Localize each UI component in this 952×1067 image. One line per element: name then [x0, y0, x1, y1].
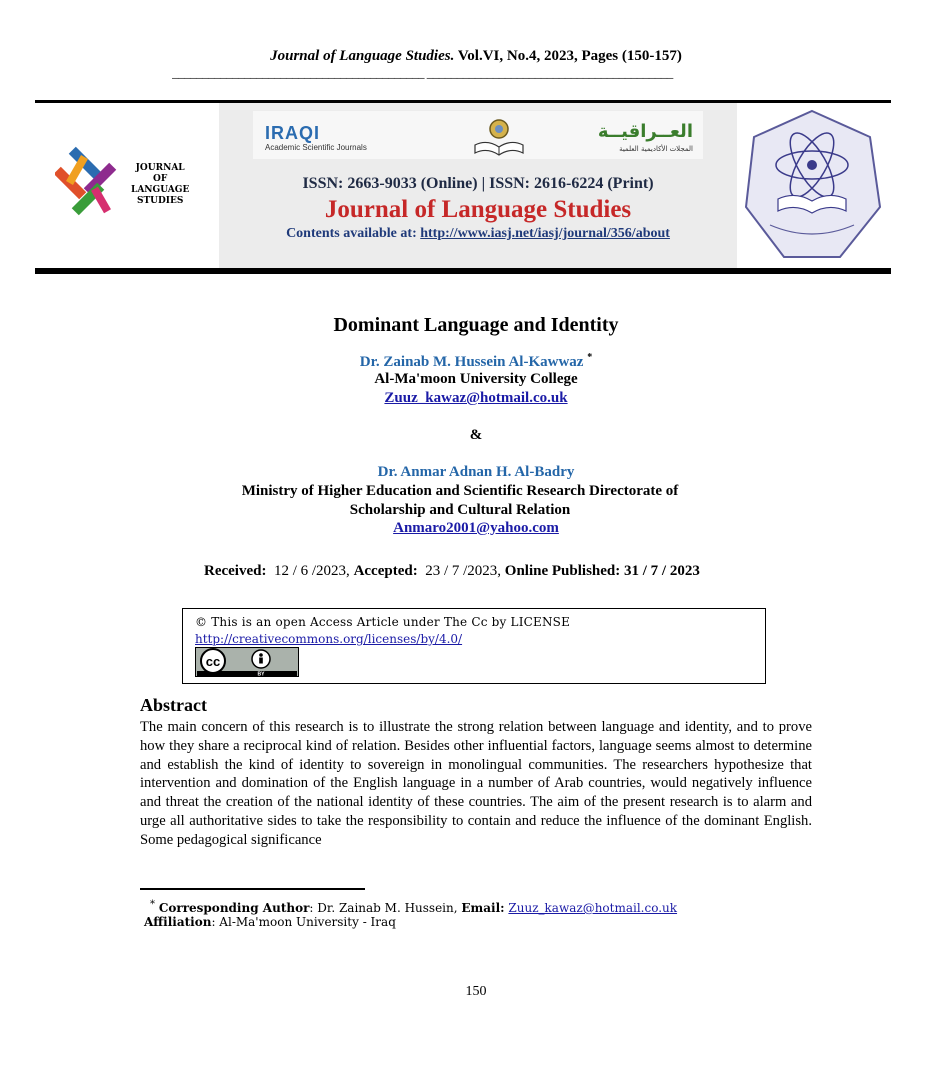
- received-date: 12 / 6 /2023,: [273, 563, 350, 579]
- footnote-affiliation: [144, 915, 396, 929]
- iraqi-journals-bar: [253, 111, 703, 159]
- arabic-wordmark: العــراقيــة: [597, 121, 693, 142]
- author-2-email-link[interactable]: Anmaro2001@yahoo.com: [393, 520, 559, 536]
- journal-logo-left: [55, 143, 205, 223]
- banner-bottom-rule: [35, 268, 891, 274]
- iraqi-wordmark: IRAQI: [265, 123, 321, 143]
- by-badge-label: BY: [257, 671, 265, 677]
- pinwheel-logo-icon: [55, 143, 125, 223]
- journal-banner: [35, 103, 891, 268]
- banner-center-panel: [219, 103, 737, 268]
- author-2-email: [0, 520, 952, 537]
- accepted-label: Accepted:: [353, 563, 418, 579]
- contents-available: [219, 226, 737, 242]
- author-1-name: Dr. Zainab M. Hussein Al-Kawwaz: [359, 354, 584, 370]
- arabic-subtitle: المجلات الأكاديمية العلمية: [619, 145, 693, 153]
- footnote-email-label: Email:: [461, 901, 505, 915]
- accepted-date: 23 / 7 /2023,: [425, 563, 502, 579]
- cc-by-badge-icon[interactable]: [195, 647, 299, 677]
- author-1-email: [0, 390, 952, 407]
- received-label: Received:: [204, 563, 267, 579]
- journal-logo-text: JOURNAL OF LANGUAGE STUDIES: [131, 163, 190, 206]
- contents-label: Contents available at:: [286, 226, 417, 241]
- corresponding-label: Corresponding Author: [158, 901, 310, 915]
- footnote-email-link[interactable]: Zuuz_kawaz@hotmail.co.uk: [508, 901, 678, 915]
- author-1: [0, 352, 952, 371]
- running-head-journal: Journal of Language Studies.: [270, 48, 455, 64]
- paper-title: Dominant Language and Identity: [333, 314, 619, 336]
- affiliation-value: : Al-Ma'moon University - Iraq: [211, 915, 396, 929]
- footnote-rule: [140, 888, 365, 890]
- author-2-affiliation-line1: Ministry of Higher Education and Scientific Research Directorate of: [241, 483, 679, 499]
- license-link[interactable]: http://creativecommons.org/licenses/by/4.0/: [195, 632, 463, 646]
- author-1-affiliation: Al-Ma'moon University College: [374, 371, 578, 387]
- author-2-affiliation-line2: Scholarship and Cultural Relation: [349, 502, 571, 518]
- author-1-email-link[interactable]: Zuuz_kawaz@hotmail.co.uk: [384, 390, 568, 406]
- page-number: 150: [465, 984, 487, 999]
- author-2-name: Dr. Anmar Adnan H. Al-Badry: [377, 464, 575, 480]
- running-head: [0, 48, 952, 65]
- running-head-dashes: __________________________________________ _________________________________________: [172, 66, 673, 80]
- abstract-body: The main concern of this research is to illustrate the strong relation between language and identity, and to prove how they share a reciprocal kind of relation. Besides other influential factors, language seems almost to determine and establish the kind of identity to sovereign in monolingual communities. The researchers hypothesize that intervention and domination of the English language in a number of Arab countries, would negatively influence and threat the creation of the national identity of these countries. The aim of the present research is to alarm and urge all authoritative sides to take the responsibility to contain and reduce the influence of the dominant English. Some pedagogical significance: [140, 719, 812, 848]
- license-box: [182, 608, 766, 684]
- affiliation-label: Affiliation: [144, 915, 212, 929]
- corresponding-name: : Dr. Zainab M. Hussein,: [309, 901, 458, 915]
- footnote-corresponding: [150, 899, 677, 915]
- journal-name: Journal of Language Studies: [324, 196, 632, 223]
- published-date: 31 / 7 / 2023: [624, 563, 700, 579]
- author-separator: &: [469, 427, 483, 443]
- footnote-mark: *: [150, 899, 155, 910]
- abstract-heading: Abstract: [140, 695, 207, 715]
- open-book-emblem-icon: [471, 117, 527, 157]
- running-head-volume: Vol.VI, No.4, 2023, Pages (150-157): [457, 48, 682, 64]
- university-emblem-icon: [740, 107, 885, 265]
- published-label: Online Published:: [504, 563, 621, 579]
- cc-badge-label: cc: [205, 654, 221, 669]
- publication-dates: [204, 563, 700, 580]
- author-1-mark: *: [587, 352, 593, 363]
- iraqi-subtitle: Academic Scientific Journals: [265, 143, 367, 152]
- issn-line: ISSN: 2663-9033 (Online) | ISSN: 2616-6224 (Print): [302, 175, 654, 192]
- journal-url-link[interactable]: http://www.iasj.net/iasj/journal/356/about: [420, 226, 670, 241]
- license-text: © This is an open Access Article under The Cc by LICENSE: [195, 615, 571, 629]
